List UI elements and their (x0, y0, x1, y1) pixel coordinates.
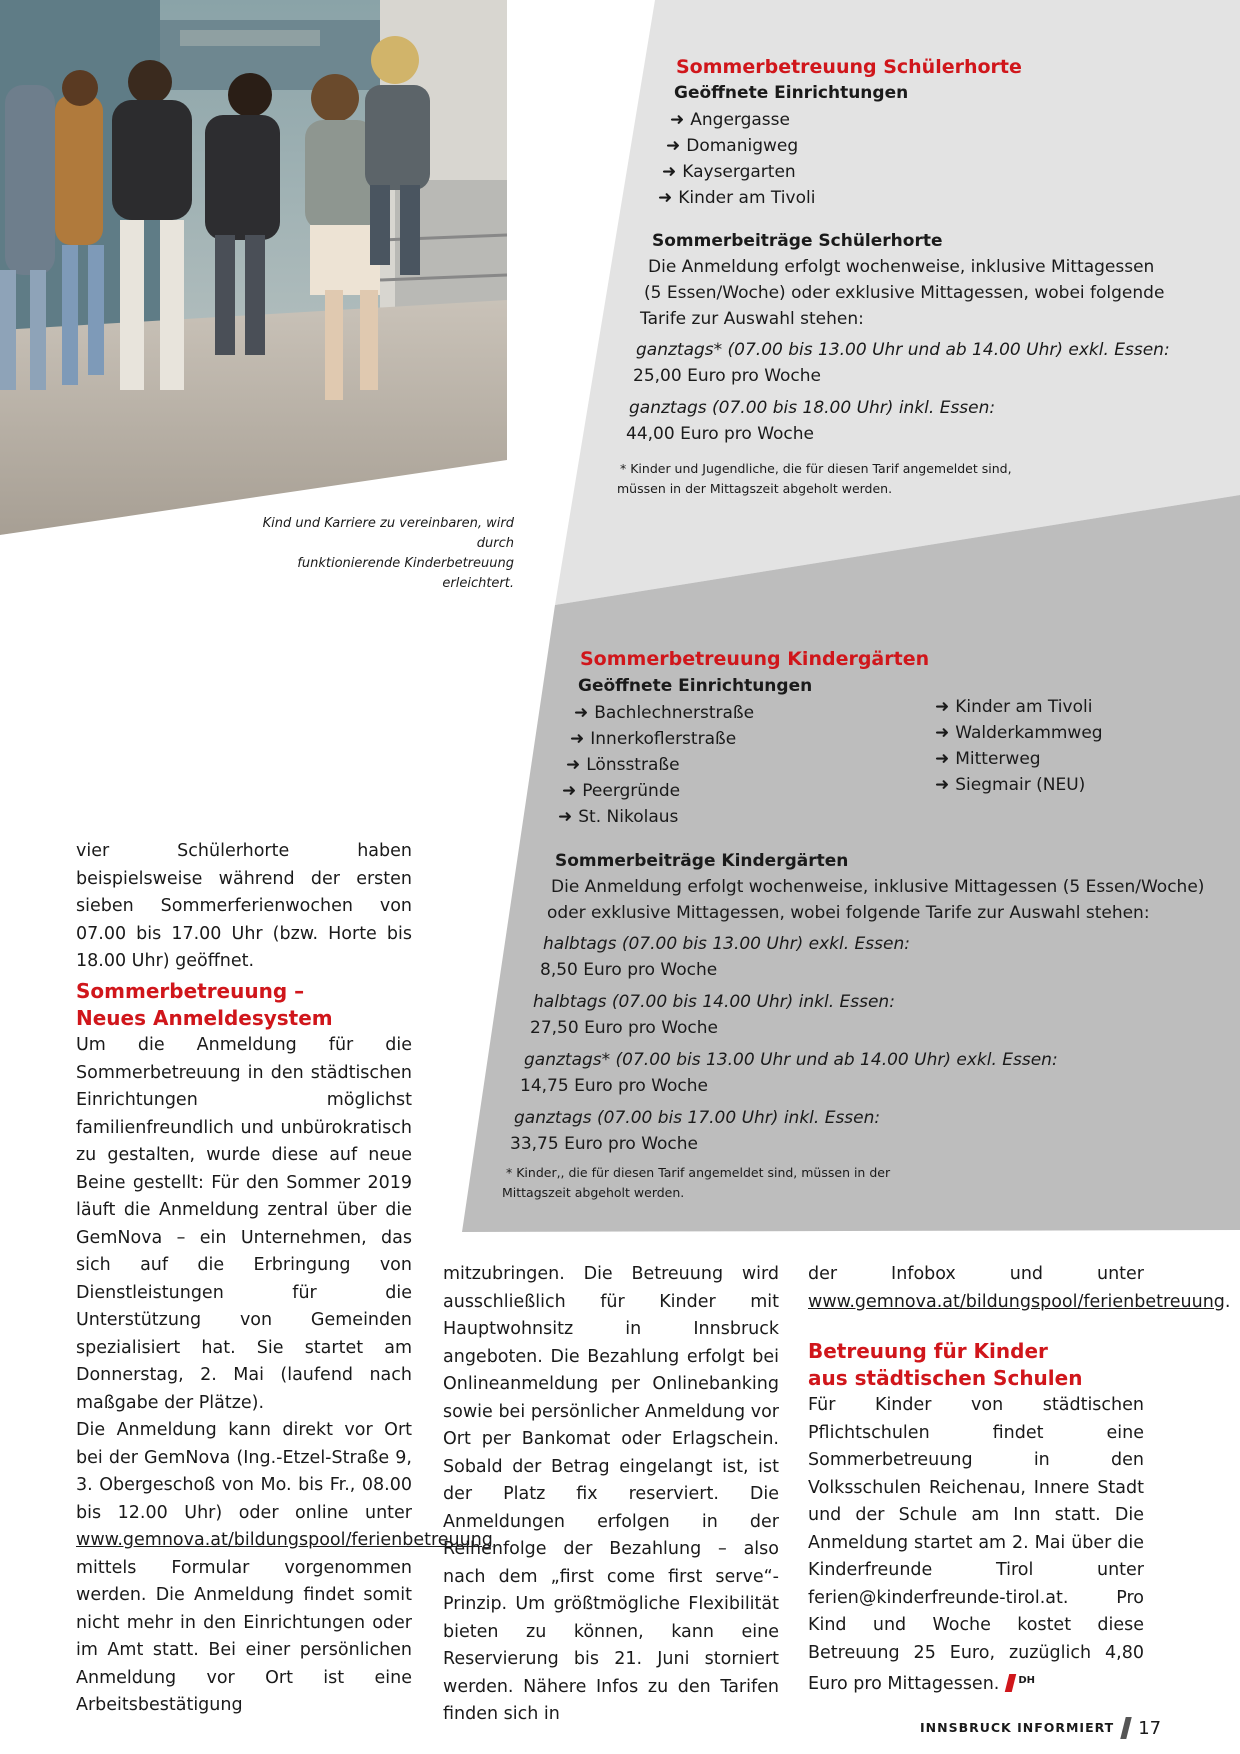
hort-facility: ➜ Angergasse (670, 110, 790, 130)
gemnova-link[interactable]: www.gemnova.at/bildungspool/ferienbetreuung (808, 1291, 1225, 1312)
article-column-3 (808, 1261, 1231, 1699)
arrow-right-icon: ➜ (935, 749, 950, 769)
caption-line: funktionierende Kinderbetreuung erleichtert. (297, 556, 514, 591)
kiga-fees-text: Die Anmeldung erfolgt wochenweise, inklusive Mittagessen (5 Essen/Woche) (551, 877, 1205, 897)
kiga-open-label: Geöffnete Einrichtungen (578, 676, 813, 696)
kiga-facility: ➜ Peergründe (562, 781, 681, 801)
arrow-right-icon: ➜ (670, 110, 685, 130)
arrow-right-icon: ➜ (574, 703, 589, 723)
hort-fees-text: Die Anmeldung erfolgt wochenweise, inklusive Mittagessen (648, 257, 1155, 277)
section-heading: Betreuung für Kinder aus städtischen Schulen (808, 1339, 1083, 1390)
kiga-facility: ➜ Lönsstraße (566, 755, 680, 775)
arrow-right-icon: ➜ (935, 775, 950, 795)
paragraph: mitzubringen. Die Betreuung wird ausschließlich für Kinder mit Hauptwohnsitz in Innsbruck angeboten. Die Bezahlung erfolgt bei Onlineanmeldung per Onlinebanking sowie bei persönlicher Anmeldung vor Ort per Bankomat oder Erlagschein. Sobald der Betrag eingelangt ist, ist der Platz fix reserviert. Die Anmeldungen erfolgen in der Reihenfolge der Bezahlung – also nach dem „first come first serve“-Prinzip. Um größtmögliche Flexibilität bieten zu können, kann eine Reservierung bis 21. Juni storniert werden. Nähere Infos zu den Tarifen finden sich in (443, 1264, 779, 1724)
article-column-1 (76, 978, 493, 1720)
kiga-facility: ➜ Bachlechnerstraße (574, 703, 755, 723)
article-column-2 (443, 1261, 779, 1729)
hort-note: * Kinder und Jugendliche, die für diesen Tarif angemeldet sind, (620, 461, 1012, 476)
kiga-tariff-label: halbtags (07.00 bis 13.00 Uhr) exkl. Essen: (543, 934, 910, 954)
paragraph: Für Kinder von städtischen Pflichtschulen findet eine Sommerbetreuung in den Volksschulen Reichenau, Innere Stadt und der Schule am Inn statt. Die Anmeldung startet am 2. Mai über die Kinderfreunde Tirol unter ferien@kinderfreunde-tirol.at. Pro Kind und Woche kostet diese Betreuung 25 Euro, zuzüglich 4,80 Euro pro Mittagessen. $^{DH}$ (808, 1395, 1144, 1694)
hort-fees-text: Tarife zur Auswahl stehen: (640, 309, 864, 329)
publication-name: INNSBRUCK INFORMIERT (920, 1720, 1115, 1735)
page-number: 17 (1138, 1718, 1162, 1739)
kiga-tariff-label: ganztags (07.00 bis 17.00 Uhr) inkl. Essen: (514, 1108, 881, 1128)
arrow-right-icon: ➜ (662, 162, 677, 182)
hort-tariff-price: 25,00 Euro pro Woche (633, 366, 822, 386)
hort-facility: ➜ Domanigweg (666, 136, 799, 156)
arrow-right-icon: ➜ (558, 807, 573, 827)
arrow-right-icon: ➜ (935, 697, 950, 717)
hort-tariff-price: 44,00 Euro pro Woche (626, 424, 815, 444)
kiga-facility: ➜ Innerkoflerstraße (570, 729, 737, 749)
end-mark-icon (1005, 1674, 1016, 1692)
hort-facility: ➜ Kaysergarten (662, 162, 796, 182)
kiga-facility: ➜ Siegmair (NEU) (935, 775, 1086, 795)
arrow-right-icon: ➜ (666, 136, 681, 156)
slash-divider-icon (1120, 1717, 1131, 1739)
hort-fees-text: (5 Essen/Woche) oder exklusive Mittagessen, wobei folgende (644, 283, 1165, 303)
arrow-right-icon: ➜ (562, 781, 577, 801)
section-heading: Sommerbetreuung – Neues Anmeldesystem (76, 979, 333, 1030)
hort-fees-label: Sommerbeiträge Schülerhorte (652, 231, 943, 251)
arrow-right-icon: ➜ (570, 729, 585, 749)
photo-caption (224, 514, 514, 594)
kiga-fees-text: oder exklusive Mittagessen, wobei folgende Tarife zur Auswahl stehen: (547, 903, 1150, 923)
kiga-facility: ➜ Walderkammweg (935, 723, 1103, 743)
article-column-1-intro (76, 838, 412, 976)
arrow-right-icon: ➜ (566, 755, 581, 775)
hort-tariff-label: ganztags* (07.00 bis 13.00 Uhr und ab 14.00 Uhr) exkl. Essen: (636, 340, 1170, 360)
gemnova-link[interactable]: www.gemnova.at/bildungspool/ferienbetreuung (76, 1530, 493, 1550)
kiga-note: * Kinder,, die für diesen Tarif angemeldet sind, müssen in der (506, 1165, 891, 1180)
hort-open-label: Geöffnete Einrichtungen (674, 83, 909, 103)
kiga-tariff-label: ganztags* (07.00 bis 13.00 Uhr und ab 14.00 Uhr) exkl. Essen: (524, 1050, 1058, 1070)
kiga-note: Mittagszeit abgeholt werden. (502, 1185, 685, 1200)
kiga-facility: ➜ Kinder am Tivoli (935, 697, 1093, 717)
page-footer (920, 1717, 1162, 1747)
paragraph: der Infobox und unter www.gemnova.at/bildungspool/ferienbetreuung. (808, 1264, 1231, 1312)
kiga-facility: ➜ St. Nikolaus (558, 807, 679, 827)
kiga-fees-label: Sommerbeiträge Kindergärten (555, 851, 849, 871)
author-initials: DH (1018, 1675, 1036, 1686)
paragraph: vier Schülerhorte haben beispielsweise während der ersten sieben Sommerferienwochen von 07.00 bis 17.00 Uhr (bzw. Horte bis 18.00 Uhr) geöffnet. (76, 841, 412, 971)
hort-tariff-label: ganztags (07.00 bis 18.00 Uhr) inkl. Essen: (629, 398, 996, 418)
kiga-box-title: Sommerbetreuung Kindergärten (580, 648, 930, 670)
kiga-facility: ➜ Mitterweg (935, 749, 1041, 769)
caption-line: Kind und Karriere zu vereinbaren, wird durch (262, 516, 514, 551)
kiga-tariff-label: halbtags (07.00 bis 14.00 Uhr) inkl. Essen: (533, 992, 895, 1012)
hort-box-title: Sommerbetreuung Schülerhorte (676, 56, 1022, 78)
arrow-right-icon: ➜ (658, 188, 673, 208)
kiga-tariff-price: 27,50 Euro pro Woche (530, 1018, 719, 1038)
kiga-tariff-price: 14,75 Euro pro Woche (520, 1076, 709, 1096)
hort-facility: ➜ Kinder am Tivoli (658, 188, 816, 208)
kiga-tariff-price: 8,50 Euro pro Woche (540, 960, 718, 980)
hort-note: müssen in der Mittagszeit abgeholt werden. (617, 481, 893, 496)
kiga-tariff-price: 33,75 Euro pro Woche (510, 1134, 699, 1154)
paragraph: Die Anmeldung kann direkt vor Ort bei der GemNova (Ing.-Etzel-Straße 9, 3. Obergeschoß von Mo. bis Fr., 08.00 bis 12.00 Uhr) oder online unter www.gemnova.at/bildungspool/ferienbetreuung mittels Formular vorgenommen werden. Die Anmeldung findet somit nicht mehr in den Einrichtungen oder im Amt statt. Bei einer persönlichen Anmeldung vor Ort ist eine Arbeitsbestätigung (76, 1420, 493, 1715)
paragraph: Um die Anmeldung für die Sommerbetreuung in den städtischen Einrichtungen möglichst familienfreundlich und unbürokratisch zu gestalten, wurde diese auf neue Beine gestellt: Für den Sommer 2019 läuft die Anmeldung zentral über die GemNova – ein Unternehmen, das sich auf die Erbringung von Dienstleistungen für die Unterstützung von Gemeinden spezialisiert hat. Sie startet am Donnerstag, 2. Mai (laufend nach maßgabe der Plätze). (76, 1035, 412, 1413)
arrow-right-icon: ➜ (935, 723, 950, 743)
